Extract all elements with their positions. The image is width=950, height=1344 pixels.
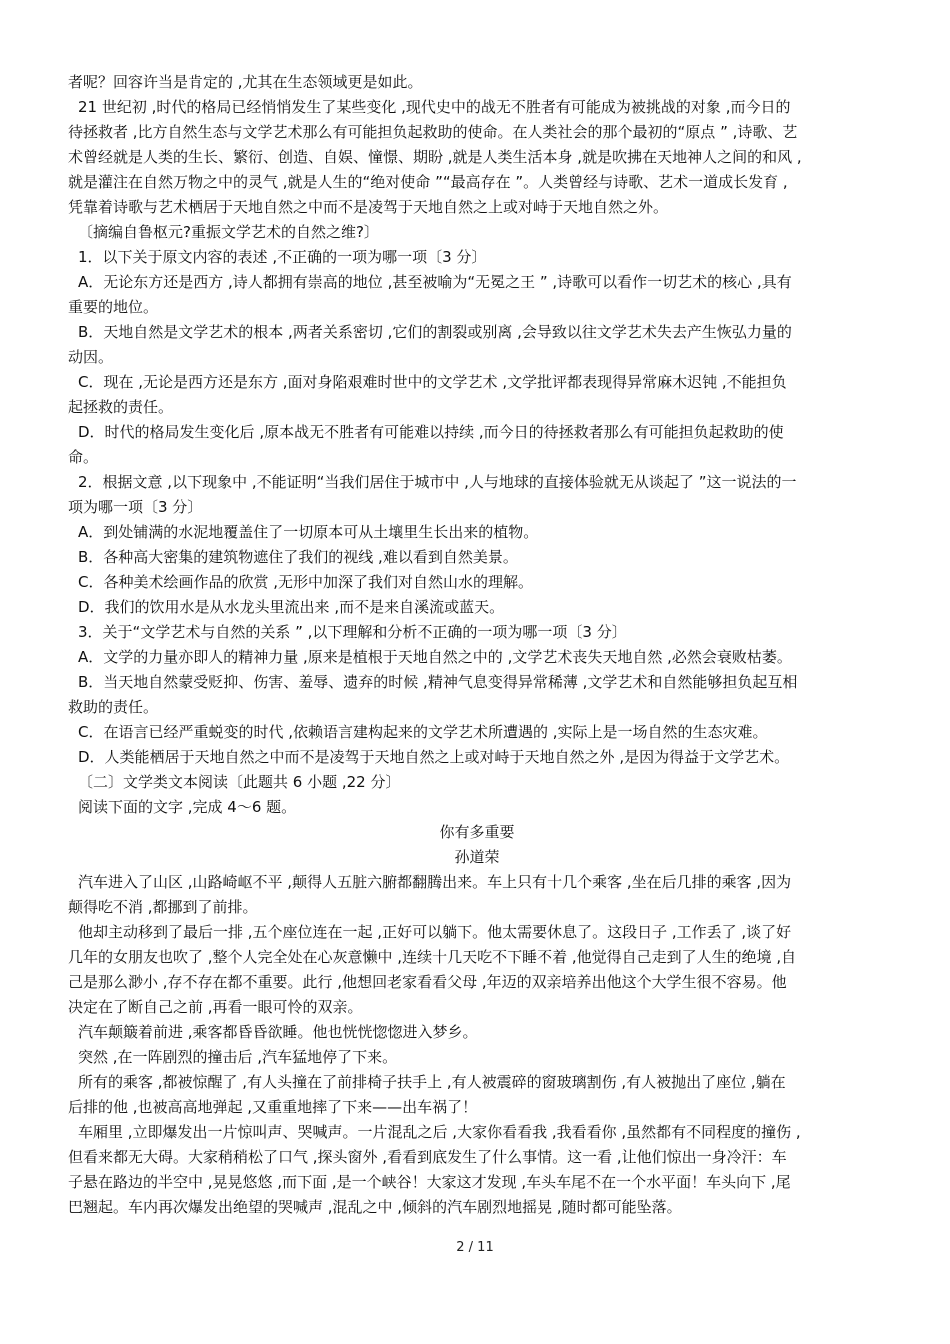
text-line: D．时代的格局发生变化后 ,原本战无不胜者有可能难以持续 ,而今日的待拯救者那么有可能担负起救助的使	[78, 423, 784, 441]
heading-line: 孙道荣	[454, 848, 500, 866]
page-number: 2 / 11	[456, 1240, 494, 1255]
text-line: C．在语言已经严重蜕变的时代 ,依赖语言建构起来的文学艺术所遭遇的 ,实际上是一场自然的生态灾难。	[78, 723, 768, 741]
text-line: C．各种美术绘画作品的欣赏 ,无形中加深了我们对自然山水的理解。	[78, 573, 534, 591]
text-line: C．现在 ,无论是西方还是东方 ,面对身陷艰难时世中的文学艺术 ,文学批评都表现得异常麻木迟钝 ,不能担负	[78, 373, 787, 391]
text-line: A．到处铺满的水泥地覆盖住了一切原本可从土壤里生长出来的植物。	[78, 523, 539, 541]
text-line: 己是那么渺小 ,存不存在都不重要。此行 ,他想回老家看看父母 ,年迈的双亲培养出他这个大学生很不容易。他	[68, 973, 787, 991]
text-line: 重要的地位。	[68, 298, 159, 316]
text-line: 巴翘起。车内再次爆发出绝望的哭喊声 ,混乱之中 ,倾斜的汽车剧烈地摇晃 ,随时都可能坠落。	[68, 1198, 682, 1216]
text-line: 突然 ,在一阵剧烈的撞击后 ,汽车猛地停了下来。	[78, 1048, 398, 1066]
text-line: 21 世纪初 ,时代的格局已经悄悄发生了某些变化 ,现代史中的战无不胜者有可能成为被挑战的对象 ,而今日的	[78, 98, 791, 116]
text-line: 所有的乘客 ,都被惊醒了 ,有人头撞在了前排椅子扶手上 ,有人被震碎的窗玻璃割伤 ,有人被抛出了座位 ,躺在	[78, 1073, 786, 1091]
text-line: B．天地自然是文学艺术的根本 ,两者关系密切 ,它们的割裂或别离 ,会导致以往文学艺术失去产生恢弘力量的	[78, 323, 792, 341]
text-line: 但看来都无大碍。大家稍稍松了口气 ,探头窗外 ,看看到底发生了什么事情。这一看 ,让他们惊出一身冷汗：车	[68, 1148, 787, 1166]
text-line: 颠得吃不消 ,都挪到了前排。	[68, 898, 258, 916]
text-line: 几年的女朋友也吹了 ,整个人完全处在心灰意懒中 ,连续十几天吃不下睡不着 ,他觉得自己走到了人生的绝境 ,自	[68, 948, 797, 966]
heading-line: 你有多重要	[439, 823, 515, 841]
text-line: 凭靠着诗歌与艺术栖居于天地自然之中而不是凌驾于天地自然之上或对峙于天地自然之外。	[68, 198, 669, 216]
document-body	[68, 70, 886, 1220]
text-line: B．各种高大密集的建筑物遮住了我们的视线 ,难以看到自然美景。	[78, 548, 518, 566]
text-line: B．当天地自然蒙受贬抑、伤害、羞辱、遗弃的时候 ,精神气息变得异常稀薄 ,文学艺术和自然能够担负起互相	[78, 673, 798, 691]
text-line: 1．以下关于原文内容的表述 ,不正确的一项为哪一项〔3 分〕	[78, 248, 487, 266]
text-line: 子悬在路边的半空中 ,晃晃悠悠 ,而下面 ,是一个峡谷！大家这才发现 ,车头车尾不在一个水平面！车头向下 ,尾	[68, 1173, 791, 1191]
text-line: 命。	[68, 448, 99, 466]
text-line: 决定在了断自己之前 ,再看一眼可怜的双亲。	[68, 998, 363, 1016]
text-line: 阅读下面的文字 ,完成 4～6 题。	[78, 798, 297, 816]
text-line: 项为哪一项〔3 分〕	[68, 498, 203, 516]
text-line: 者呢？回容许当是肯定的 ,尤其在生态领域更是如此。	[68, 73, 423, 91]
text-line: 动因。	[68, 348, 114, 366]
text-line: 汽车进入了山区 ,山路崎岖不平 ,颠得人五脏六腑都翻腾出来。车上只有十几个乘客 ,坐在后几排的乘客 ,因为	[78, 873, 792, 891]
text-line: 术曾经就是人类的生长、繁衍、创造、自娱、憧憬、期盼 ,就是人类生活本身 ,就是吹拂在天地神人之间的和风 ,	[68, 148, 802, 166]
text-line: 他却主动移到了最后一排 ,五个座位连在一起 ,正好可以躺下。他太需要休息了。这段日子 ,工作丢了 ,谈了好	[78, 923, 792, 941]
text-line: 待拯救者 ,比方自然生态与文学艺术那么有可能担负起救助的使命。在人类社会的那个最初的“原点 ” ,诗歌、艺	[68, 123, 798, 141]
text-line: D．我们的饮用水是从水龙头里流出来 ,而不是来自溪流或蓝天。	[78, 598, 505, 616]
text-line: 3．关于“文学艺术与自然的关系 ” ,以下理解和分析不正确的一项为哪一项〔3 分〕	[78, 623, 627, 641]
text-line: 车厢里 ,立即爆发出一片惊叫声、哭喊声。一片混乱之后 ,大家你看看我 ,我看看你 ,虽然都有不同程度的撞伤 ,	[78, 1123, 801, 1141]
text-line: 救助的责任。	[68, 698, 159, 716]
text-line: 起拯救的责任。	[68, 398, 174, 416]
text-line: 〔摘编自鲁枢元?重振文学艺术的自然之维?〕	[78, 223, 379, 241]
text-line: D．人类能栖居于天地自然之中而不是凌驾于天地自然之上或对峙于天地自然之外 ,是因为得益于文学艺术。	[78, 748, 790, 766]
text-line: 〔二〕文学类文本阅读〔此题共 6 小题 ,22 分〕	[78, 773, 401, 791]
text-line: 汽车颠簸着前进 ,乘客都昏昏欲睡。他也恍恍惚惚进入梦乡。	[78, 1023, 478, 1041]
text-line: A．文学的力量亦即人的精神力量 ,原来是植根于天地自然之中的 ,文学艺术丧失天地自然 ,必然会衰败枯萎。	[78, 648, 792, 666]
text-line: 就是灌注在自然万物之中的灵气 ,就是人生的“绝对使命 ”“最高存在 ”。人类曾经与诗歌、艺术一道成长发育 ,	[68, 173, 788, 191]
text-line: 后排的他 ,也被高高地弹起 ,又重重地摔了下来——出车祸了！	[68, 1098, 478, 1116]
text-line: 2．根据文意 ,以下现象中 ,不能证明“当我们居住于城市中 ,人与地球的直接体验就无从谈起了 ”这一说法的一	[78, 473, 797, 491]
text-line: A．无论东方还是西方 ,诗人都拥有崇高的地位 ,甚至被喻为“无冕之王 ” ,诗歌可以看作一切艺术的核心 ,具有	[78, 273, 792, 291]
